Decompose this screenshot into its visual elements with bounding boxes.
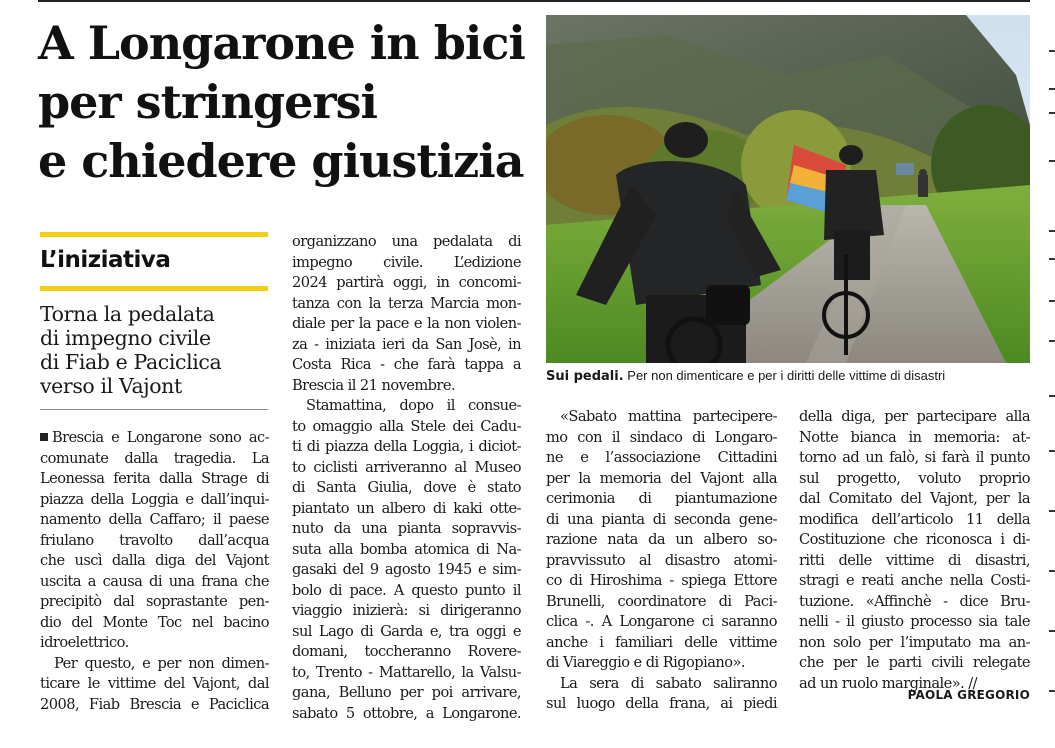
text-line: anche i familiari delle vittime [546, 633, 777, 651]
subheadline [40, 302, 280, 398]
text-line: to ciclisti arriveranno al Museo [292, 458, 521, 476]
text-line: ritti delle vittime di disastri, [799, 551, 1030, 569]
headline-line: e chiedere giustizia [38, 134, 524, 188]
text-line: Costa Rica - che farà tappa a [292, 356, 521, 373]
text-line: impegno civile. L’edizione [292, 253, 521, 271]
text-line: diale per la pace e la non violen- [292, 315, 521, 332]
text-line: za - iniziata ieri da San Josè, in [292, 335, 521, 353]
top-rule [38, 0, 1030, 2]
text-line: che per le parti civili relegate [799, 654, 1030, 671]
text-line: per la memoria del Vajont alla [546, 469, 777, 487]
text-line: uscita a causa di una frana che [40, 572, 269, 590]
text-line: cerimonia di piantumazione [546, 490, 777, 507]
text-line: che uscì dalla diga del Vajont [40, 552, 269, 569]
kicker-bottom-bar [40, 286, 268, 291]
text-line: torno ad un falò, si farà il punto [799, 449, 1030, 466]
text-line: 2024 partirà oggi, in concomi- [292, 274, 521, 291]
author-byline: PAOLA GREGORIO [907, 688, 1030, 702]
text-line: sul luogo della frana, ai piedi [546, 695, 777, 712]
article-column-1 [40, 428, 269, 715]
text-line: dio del Monte Toc nel bacino [40, 613, 269, 631]
photo-caption [546, 368, 1030, 384]
subhead-line: Torna la pedalata [40, 302, 215, 326]
kicker-label: L’iniziativa [40, 247, 171, 273]
text-line: 2008, Fiab Brescia e Paciclica [40, 695, 269, 713]
text-line: viaggio inizierà: si dirigeranno [292, 602, 521, 619]
subhead-rule [40, 409, 268, 410]
subhead-line: di Fiab e Paciclica [40, 350, 222, 374]
text-line: Notte bianca in memoria: at- [799, 428, 1030, 446]
text-line: idroelettrico. [40, 634, 129, 651]
text-line: dal Comitato del Vajont, per la [799, 490, 1030, 507]
article-photo [546, 15, 1030, 363]
text-line: sabato 5 ottobre, a Longarone. [292, 704, 521, 722]
text-line: Brunelli, coordinatore di Paci- [546, 592, 777, 610]
square-bullet-icon [40, 433, 48, 441]
text-line: piazza della Loggia e dall’inqui- [40, 490, 269, 508]
text-line: La sera di sabato saliranno [560, 674, 777, 692]
text-line: Brescia e Longarone sono ac- [40, 428, 269, 449]
text-line: organizzano una pedalata di [292, 233, 521, 250]
text-line: co di Hiroshima - spiega Ettore [546, 572, 777, 589]
text-line: friulano travolto dall’acqua [40, 531, 269, 549]
headline-line: A Longarone in bici [38, 16, 525, 70]
text-line: namento della Caffaro; il paese [40, 511, 269, 528]
text-line: ticare le vittime del Vajont, dal [40, 675, 269, 692]
text-line: pravvissuto al disastro atomi- [546, 551, 777, 569]
text-line: «Sabato mattina partecipere- [560, 408, 777, 425]
headline [38, 14, 538, 191]
text-line: to, Trento - Mattarello, la Valsu- [292, 663, 521, 681]
text-line: razione nata da un albero so- [546, 531, 777, 548]
text-line: bolo di pace. A questo punto il [292, 581, 521, 599]
text-line: mo con il sindaco di Longaro- [546, 428, 777, 446]
text-line: suta alla bomba atomica di Na- [292, 540, 521, 558]
text-line: ne e l’associazione Cittadini [546, 449, 777, 466]
article-column-4 [799, 407, 1030, 694]
text-line: gasaki del 9 agosto 1945 e sim- [292, 561, 521, 578]
text-line: nelli - il giusto processo sia tale [799, 613, 1030, 630]
text-line: precipitò dal soprastante pen- [40, 593, 269, 610]
text-line: nuto da una pianta sopravvis- [292, 520, 521, 537]
text-line: clica -. A Longarone ci saranno [546, 613, 777, 630]
text-line: di Viareggio e di Rigopiano». [546, 654, 745, 671]
text-line: ti di piazza della Loggia, i diciot- [292, 438, 521, 455]
text-line: Leonessa ferita dalla Strage di [40, 470, 269, 487]
subhead-line: di impegno civile [40, 326, 211, 350]
article-column-3 [546, 407, 777, 715]
text-line: ad un ruolo marginale». // [799, 674, 978, 692]
caption-text: Per non dimenticare e per i diritti delle vittime di disastri [627, 368, 946, 383]
text-line: piantato un albero di kaki otte- [292, 499, 521, 517]
text-line: Per questo, e per non dimen- [54, 654, 269, 672]
text-line: modifica dell’articolo 11 della [799, 510, 1030, 528]
text-line: comunate dalla tragedia. La [40, 449, 269, 467]
adjacent-page-edge [1048, 0, 1055, 748]
caption-bold: Sui pedali. [546, 369, 624, 384]
article-column-2 [292, 232, 521, 724]
text-line: stragi e reati anche nella Costi- [799, 572, 1030, 589]
headline-line: per stringersi [38, 75, 378, 129]
text-line: tanza con la terza Marcia mon- [292, 294, 521, 312]
text-line: sul Lago di Garda e, tra oggi e [292, 622, 521, 640]
text-line: to omaggio alla Stele dei Cadu- [292, 417, 521, 435]
text-line: gana, Belluno per poi arrivare, [292, 684, 521, 701]
text-line: di Santa Giulia, dove è stato [292, 479, 521, 496]
text-line: Costituzione che riconosca i di- [799, 531, 1030, 548]
subhead-line: verso il Vajont [40, 374, 182, 398]
text-line: domani, toccheranno Rovere- [292, 643, 521, 660]
text-line: tuzione. «Affinchè - dice Bru- [799, 592, 1030, 610]
text-line: Stamattina, dopo il consue- [306, 397, 521, 414]
kicker-top-bar [40, 232, 268, 237]
text-line: Brescia il 21 novembre. [292, 376, 456, 394]
text-line: non solo per l’imputato ma an- [799, 633, 1030, 651]
text-line: di una pianta di seconda gene- [546, 510, 777, 528]
text-line: della diga, per partecipare alla [799, 408, 1030, 425]
text-line: sul progetto, voluto proprio [799, 469, 1030, 487]
